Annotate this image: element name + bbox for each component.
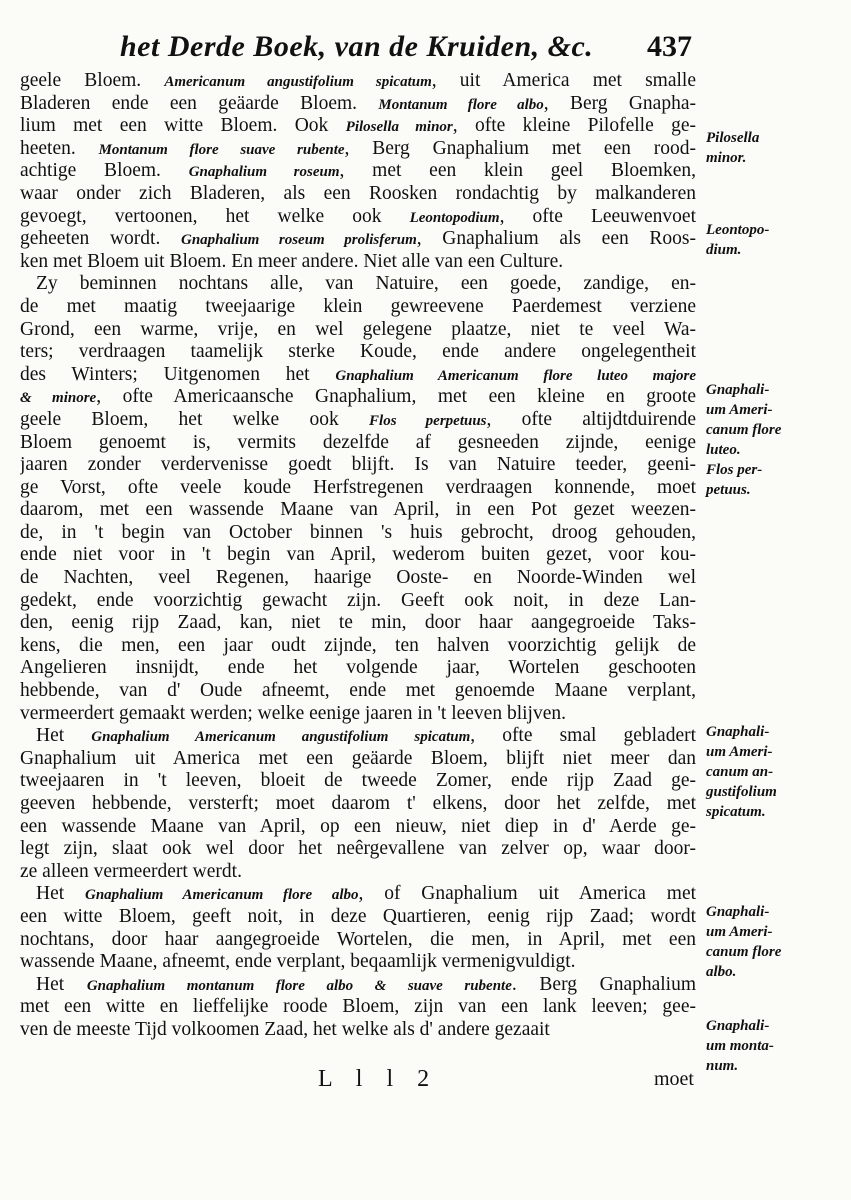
text-line (20, 974, 696, 997)
body-text (20, 70, 696, 1042)
text-line (20, 544, 696, 567)
text-line (20, 793, 696, 816)
margin-line: um Ameri- (706, 402, 773, 418)
text-line (20, 657, 696, 680)
latin-name: Montanum flore suave rubente (98, 141, 345, 158)
text-line (20, 725, 696, 748)
text-run: ende niet voor in 't begin van April, wederom buiten gezet, voor kou- (20, 544, 696, 566)
text-run: Het (36, 883, 85, 905)
text-line (20, 612, 696, 635)
catchword: moet (654, 1068, 694, 1090)
text-run: ken met Bloem uit Bloem. En meer andere. Niet alle van een Culture. (20, 250, 564, 272)
text-run: vermeerdert gemaakt werden; welke eenige jaaren in 't leeven blijven. (20, 702, 566, 724)
text-run: , Berg Gnaphalium met een rood- (344, 137, 696, 159)
text-line (20, 816, 696, 839)
text-run: . Berg Gnaphalium (511, 973, 696, 995)
latin-name: Gnaphalium roseum prolisferum (180, 232, 417, 249)
text-run: daarom, met een wassende Maane van April, in een Pot gezet weezen- (20, 499, 696, 521)
latin-name: Gnaphalium Americanum flore luteo majore (335, 367, 696, 384)
latin-name: Montanum flore albo (378, 96, 544, 113)
text-line (20, 567, 696, 590)
margin-note-angustifolium (706, 722, 846, 822)
text-run: ge Vorst, ofte veele koude Herfstregenen verdraagen konnende, moet (20, 476, 696, 498)
text-run: Zy beminnen nochtans alle, van Natuire, een goede, zandige, en- (36, 273, 696, 295)
text-run: , ofte Americaansche Gnaphalium, met een kleine en groote (96, 386, 696, 408)
text-line (20, 499, 696, 522)
margin-line: luteo. (706, 442, 741, 458)
latin-name: Gnaphalium Americanum angustifolium spicatum (91, 729, 471, 746)
text-line (20, 93, 696, 116)
running-header (110, 30, 700, 74)
text-line (20, 432, 696, 455)
text-line (20, 228, 696, 251)
text-line (20, 115, 696, 138)
text-line (20, 273, 696, 296)
text-run: de met maatig tweejaarige klein gewreevene Paerdemest verziene (20, 295, 696, 317)
text-run: hebbende, van d' Oude afneemt, ende met genoemde Maane verplant, (20, 680, 696, 702)
text-run: , of Gnaphalium uit America met (358, 883, 696, 905)
latin-name: Flos perpetuus (369, 412, 487, 429)
text-run: Het (36, 973, 87, 995)
text-run: , uit America met smalle (431, 70, 696, 91)
margin-note-flore-albo (706, 902, 846, 982)
text-line (20, 364, 696, 387)
text-line (20, 138, 696, 161)
latin-name: Pilosella minor (345, 119, 453, 136)
text-run: kens, die men, een jaar oudt zijnde, ten halven voorzichtig gelijk de (20, 634, 696, 656)
margin-note-flos-perpetuus (706, 380, 846, 500)
text-run: ven de meeste Tijd volkoomen Zaad, het welke als d' andere gezaait (20, 1018, 550, 1040)
text-run: wassende Maane, afneemt, ende verplant, beqaamlijk vermenigvuldigt. (20, 951, 576, 973)
margin-line: Flos per- (706, 462, 763, 478)
text-run: des Winters; Uitgenomen het (20, 363, 336, 385)
text-run: de Nachten, veel Regenen, haarige Ooste- en Noorde-Winden wel (20, 567, 696, 589)
text-line (20, 319, 696, 342)
text-run: waar onder zich Bladeren, als een Roosken rondachtig by malkanderen (20, 182, 696, 204)
margin-line: spicatum. (706, 804, 766, 820)
text-run: den, eenig rijp Zaad, kan, niet te min, door haar aangegroeide Taks- (20, 612, 696, 634)
text-line (20, 70, 696, 93)
text-run: gedekt, ende voorzichtig gewacht zijn. Geeft ook noit, in deze Lan- (20, 589, 696, 611)
text-line (20, 635, 696, 658)
margin-line: minor. (706, 150, 747, 166)
margin-note-pilosella (706, 128, 846, 168)
text-run: Angelieren insnijdt, ende het volgende jaar, Wortelen geschooten (20, 657, 696, 679)
margin-line: Leontopo- (706, 222, 770, 238)
text-run: ze alleen vermeerdert werdt. (20, 860, 242, 882)
text-line (20, 251, 696, 274)
text-run: ters; verdraagen taamelijk sterke Koude, ende andere ongelegentheit (20, 341, 696, 363)
text-run: geheeten wordt. (20, 228, 181, 250)
text-line (20, 996, 696, 1019)
text-line (20, 861, 696, 884)
text-run: , met een klein geel Bloemken, (339, 160, 696, 182)
text-run: nochtans, door haar aangegroeide Wortelen, die men, in April, met een (20, 928, 696, 950)
margin-line: Gnaphali- (706, 382, 770, 398)
text-run: een wassende Maane van April, op een nieuw, niet diep in d' Aerde ge- (20, 815, 696, 837)
text-line (20, 590, 696, 613)
margin-line: Gnaphali- (706, 1018, 770, 1034)
text-run: Het (36, 725, 92, 747)
latin-name: Gnaphalium Americanum flore albo (84, 887, 359, 904)
latin-name: Gnaphalium montanum flore albo & suave rubente (86, 977, 512, 994)
margin-line: Gnaphali- (706, 724, 770, 740)
text-line (20, 454, 696, 477)
text-run: Grond, een warme, vrije, en wel gelegene plaatze, niet te veel Wa- (20, 318, 696, 340)
text-line (20, 703, 696, 726)
text-run: , ofte altijdtduirende (486, 408, 696, 430)
text-line (20, 838, 696, 861)
text-line (20, 883, 696, 906)
margin-note-leontopodium (706, 220, 846, 260)
text-run: geeven hebbende, versterft; moet daarom t' elkens, door het zelfde, met (20, 793, 696, 814)
text-line (20, 680, 696, 703)
text-run: Bloem genoemt is, vermits dezelfde af gesneeden zijnde, eenige (20, 431, 696, 453)
text-line (20, 1019, 696, 1042)
text-run: tweejaaren in 't leeven, bloeit de tweede Zomer, ende rijp Zaad ge- (20, 770, 696, 792)
text-line (20, 341, 696, 364)
margin-line: Pilosella (706, 130, 760, 146)
text-run: , Gnaphalium als een Roos- (416, 228, 696, 250)
margin-line: um monta- (706, 1038, 774, 1054)
text-line (20, 748, 696, 771)
margin-line: canum flore (706, 422, 782, 438)
text-run: de, in 't begin van October binnen 's huis gebrocht, droog gehouden, (20, 521, 696, 543)
text-run: een witte Bloem, geeft noit, in deze Quartieren, eenig rijp Zaad; wordt (20, 905, 696, 927)
text-line (20, 409, 696, 432)
running-title: het Derde Boek, van de Kruiden, &c. (120, 30, 594, 63)
margin-line: canum flore (706, 944, 782, 960)
text-run: , ofte Leeuwenvoet (499, 205, 696, 227)
text-run: heeten. (20, 137, 99, 159)
latin-name: Gnaphalium roseum (188, 164, 340, 181)
text-line (20, 770, 696, 793)
text-line (20, 906, 696, 929)
text-run: , ofte smal gebladert (470, 725, 696, 747)
latin-name: Leontopodium (409, 209, 500, 226)
text-line (20, 296, 696, 319)
text-line (20, 929, 696, 952)
margin-line: gustifolium (706, 784, 777, 800)
margin-note-montanum (706, 1016, 846, 1076)
text-line (20, 206, 696, 229)
signature-mark: L l l 2 (318, 1066, 439, 1092)
text-run: Bladeren ende een geäarde Bloem. (20, 92, 379, 114)
text-run: gevoegt, vertoonen, het welke ook (20, 205, 410, 227)
margin-line: dium. (706, 242, 742, 258)
text-run: lium met een witte Bloem. Ook (20, 115, 346, 137)
text-line (20, 386, 696, 409)
margin-line: um Ameri- (706, 924, 773, 940)
margin-line: petuus. (706, 482, 751, 498)
margin-line: canum an- (706, 764, 774, 780)
text-run: , Berg Gnapha- (543, 92, 696, 114)
text-run: geele Bloem. (20, 70, 165, 91)
margin-line: Gnaphali- (706, 904, 770, 920)
text-run: geele Bloem, het welke ook (20, 408, 370, 430)
text-run: jaaren zonder verdervenisse goedt blijft. Is van Natuire teeder, geeni- (20, 454, 696, 476)
page-number: 437 (647, 30, 692, 63)
text-line (20, 951, 696, 974)
text-run: legt zijn, slaat ook wel door het neêrgevallene van zelver op, waar door- (20, 838, 696, 860)
text-line (20, 522, 696, 545)
latin-name: Americanum angustifolium spicatum (164, 74, 432, 90)
margin-line: num. (706, 1058, 739, 1074)
text-line (20, 477, 696, 500)
latin-name: & minore (20, 390, 97, 407)
text-run: Gnaphalium uit America met een geäarde Bloem, blijft niet meer dan (20, 747, 696, 769)
margin-line: albo. (706, 964, 737, 980)
text-run: met een witte en lieffelijke roode Bloem, zijn van een lank leeven; gee- (20, 996, 696, 1018)
text-run: , ofte kleine Pilofelle ge- (452, 115, 696, 137)
margin-line: um Ameri- (706, 744, 773, 760)
text-line (20, 160, 696, 183)
text-run: achtige Bloem. (20, 160, 189, 182)
text-line (20, 183, 696, 206)
